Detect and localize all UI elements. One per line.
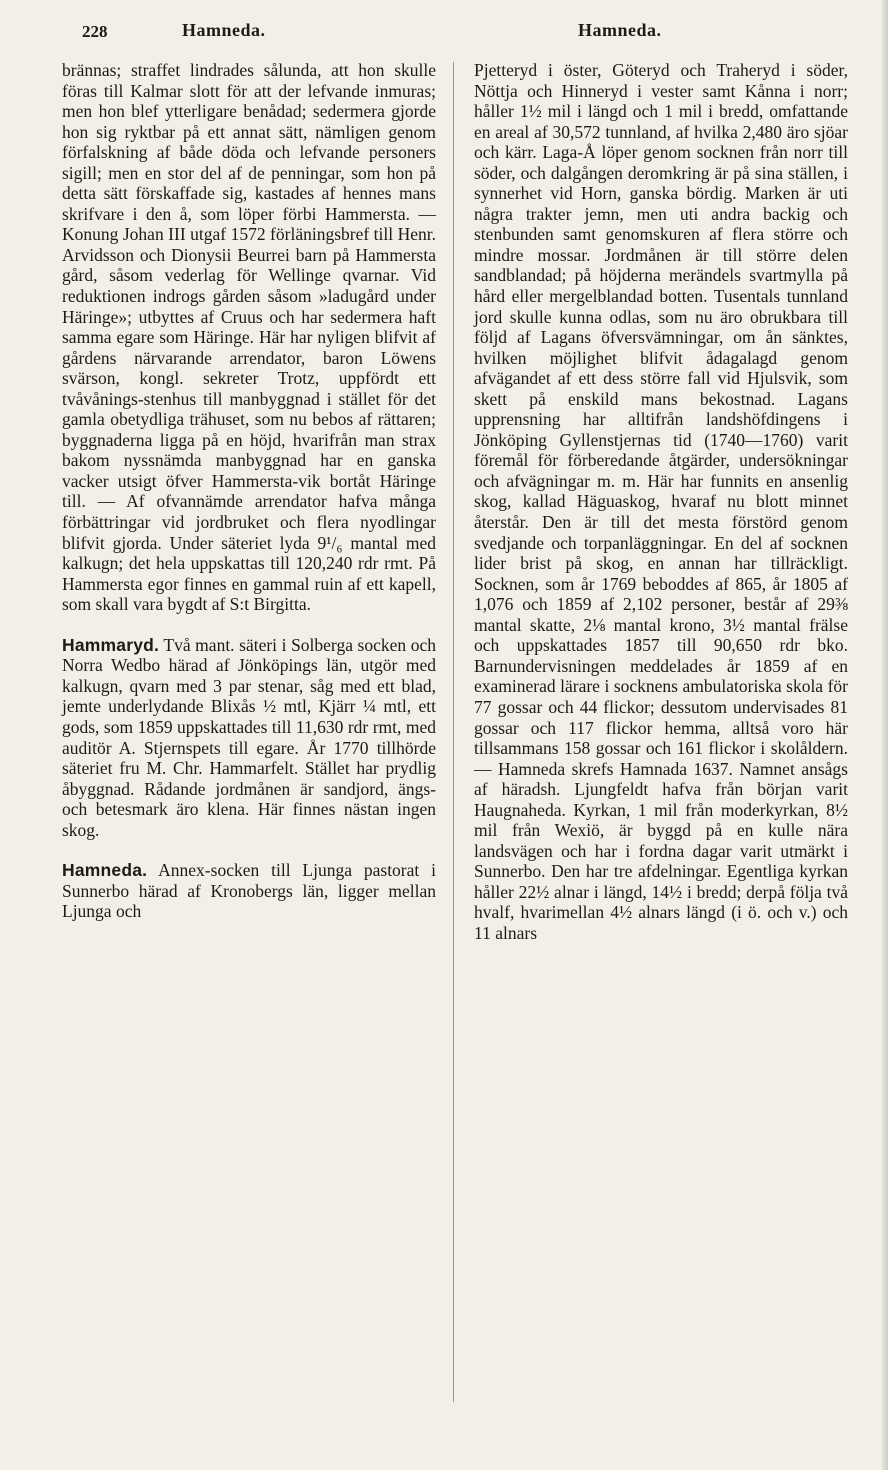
right-column: [474, 60, 848, 944]
left-column: [62, 60, 436, 922]
entry-heading-hamneda: Hamneda.: [62, 860, 148, 881]
page-edge: [882, 0, 888, 1470]
entry-heading-hammaryd: Hammaryd.: [62, 634, 160, 655]
hammaryd-entry: [62, 635, 436, 840]
hamneda-continuation: Pjetteryd i öster, Göteryd och Traheryd i söder, Nöttja och Hinneryd i vester samt Kånna i norr; håller 1½ mil i längd och 1 mil i bredd, omfattande en areal af 30,572 tunnland, af hvilka 2,480 äro sjöar och kärr. Laga-Å löper genom socknen från norr till söder, och dalgången deromkring är på sina ställen, i synnerhet vid Horn, ganska bördig. Marken är uti några trakter jemn, men uti andra backig och stenbunden samt genomskuren af flera större och mindre mossar. Jordmånen är till större delen sandblandad; på höjderna merändels svartmylla på hård eller mergelblandad botten. Tusentals tunnland jord skulle kunna odlas, som nu äro obrukbara till följd af Lagans öfversvämningar, om ån sänktes, hvilken möjlighet blifvit ådagalagd genom afvägandet af ett dess större fall vid Hjulsvik, som skett på enskild mans bekostnad. Lagans upprensning har alltifrån landshöfdingens i Jönköping Gyllenstjernas tid (1740—1760) varit föremål för förberedande åtgärder, undersökningar och afvägningar m. m. Här har funnits en ansenlig skog, kallad Häguaskog, hvaraf nu blott minnet återstår. Den är till det mesta förstörd genom svedjande och torpanläggningar. En del af socknen lider brist på skog, en annan har tillräckligt. Socknen, som år 1769 beboddes af 865, år 1805 af 1,076 och 1859 af 2,102 personer, består af 29⅜ mantal skatte, 2⅛ mantal krono, 3½ mantal frälse och uppskattades 1857 till 90,650 rdr bko. Barnundervisningen meddelades år 1859 af en examinerad lärare i socknens ambulatoriska skola för 77 gossar och 44 flickor; dessutom undervisades 81 gossar och 117 flickor hemma, alltså voro här tillsammans 158 gossar och 161 flickor i skolåldern. — Hamneda skrefs Hamnada 1637. Namnet ansågs af häradsh. Ljungfeldt hafva från början varit Haugnaheda. Kyrkan, 1 mil från moderkyrkan, 8½ mil från Wexiö, är byggd på en kulle nära landsvägen och har i fordna dagar varit utmärkt i Sunnerbo. Den har tre afdelningar. Egentliga kyrkan håller 22½ alnar i längd, 14½ i bredd; derpå följa två hvalf, hvarimellan 4½ alnars längd (i ö. och v.) och 11 alnars: [474, 60, 848, 943]
running-head-right: Hamneda.: [578, 20, 662, 40]
entry-body-hamneda: Annex-socken till Ljunga pastorat i Sunnerbo härad af Kronobergs län, ligger mellan Ljunga och: [62, 860, 436, 922]
hamneda-entry: [62, 860, 436, 922]
hammersta-paragraph: brännas; straffet lindrades sålunda, att hon skulle föras till Kalmar slott för att der lefvande inmuras; men hon blef ytterligare benådad; sedermera gjorde hon sig ryktbar på ett annat sätt, nämligen genom förfalskning af både döda och lefvande personers sigill; men en stor del af de penningar, som hon på detta sätt förskaffade sig, kastades af hennes mans skrifvare i den å, som löper förbi Hammersta. — Konung Johan III utgaf 1572 förläningsbref till Henr. Arvidsson och Dionysii Beurrei barn på Hammersta gård, såsom vederlag för Wellinge qvarnar. Vid reduktionen indrogs gården såsom »ladugård under Häringe»; utbyttes af Cruus och har sedermera haft samma egare som Häringe. Här har nyligen blifvit af gårdens närvarande arrendator, baron Löwens svärson, kongl. sekreter Trotz, uppfördt ett tvåvånings-stenhus till manbyggnad i stället för det gamla obetydliga trähuset, som nu bebos af rättaren; byggnaderna ligga på en höjd, hvarifrån man strax bakom nyssnämda manbyggnad har en ganska vacker utsigt öfver Hammersta-vik bortåt Häringe till. — Af ofvannämde arrendator hafva många förbättringar vid jordbruket och flera nyodlingar blifvit gjorda. Under säteriet lyda 9¹/₆ mantal med kalkugn; det hela uppskattas till 120,240 rdr rmt. På Hammersta egor finnes en gammal ruin af ett kapell, som skall vara bygdt af S:t Birgitta.: [62, 60, 436, 615]
entry-body-hammaryd: Två mant. säteri i Solberga socken och Norra Wedbo härad af Jönköpings län, utgör med kalkugn, qvarn med 3 par stenar, såg med ett blad, jemte underlydande Blixås ½ mtl, Kjärr ¼ mtl, ett gods, som 1859 uppskattades till 11,630 rdr rmt, med auditör A. Stjernspets till egare. År 1770 tillhörde säteriet fru M. Chr. Hammarfelt. Stället har prydlig åbyggnad. Rådande jordmånen är sandjord, ängs- och betesmark äro klena. Här finnes nästan ingen skog.: [62, 634, 436, 840]
column-divider: [453, 62, 454, 1402]
running-head-left: Hamneda.: [182, 20, 266, 40]
page-number: 228: [82, 22, 108, 41]
